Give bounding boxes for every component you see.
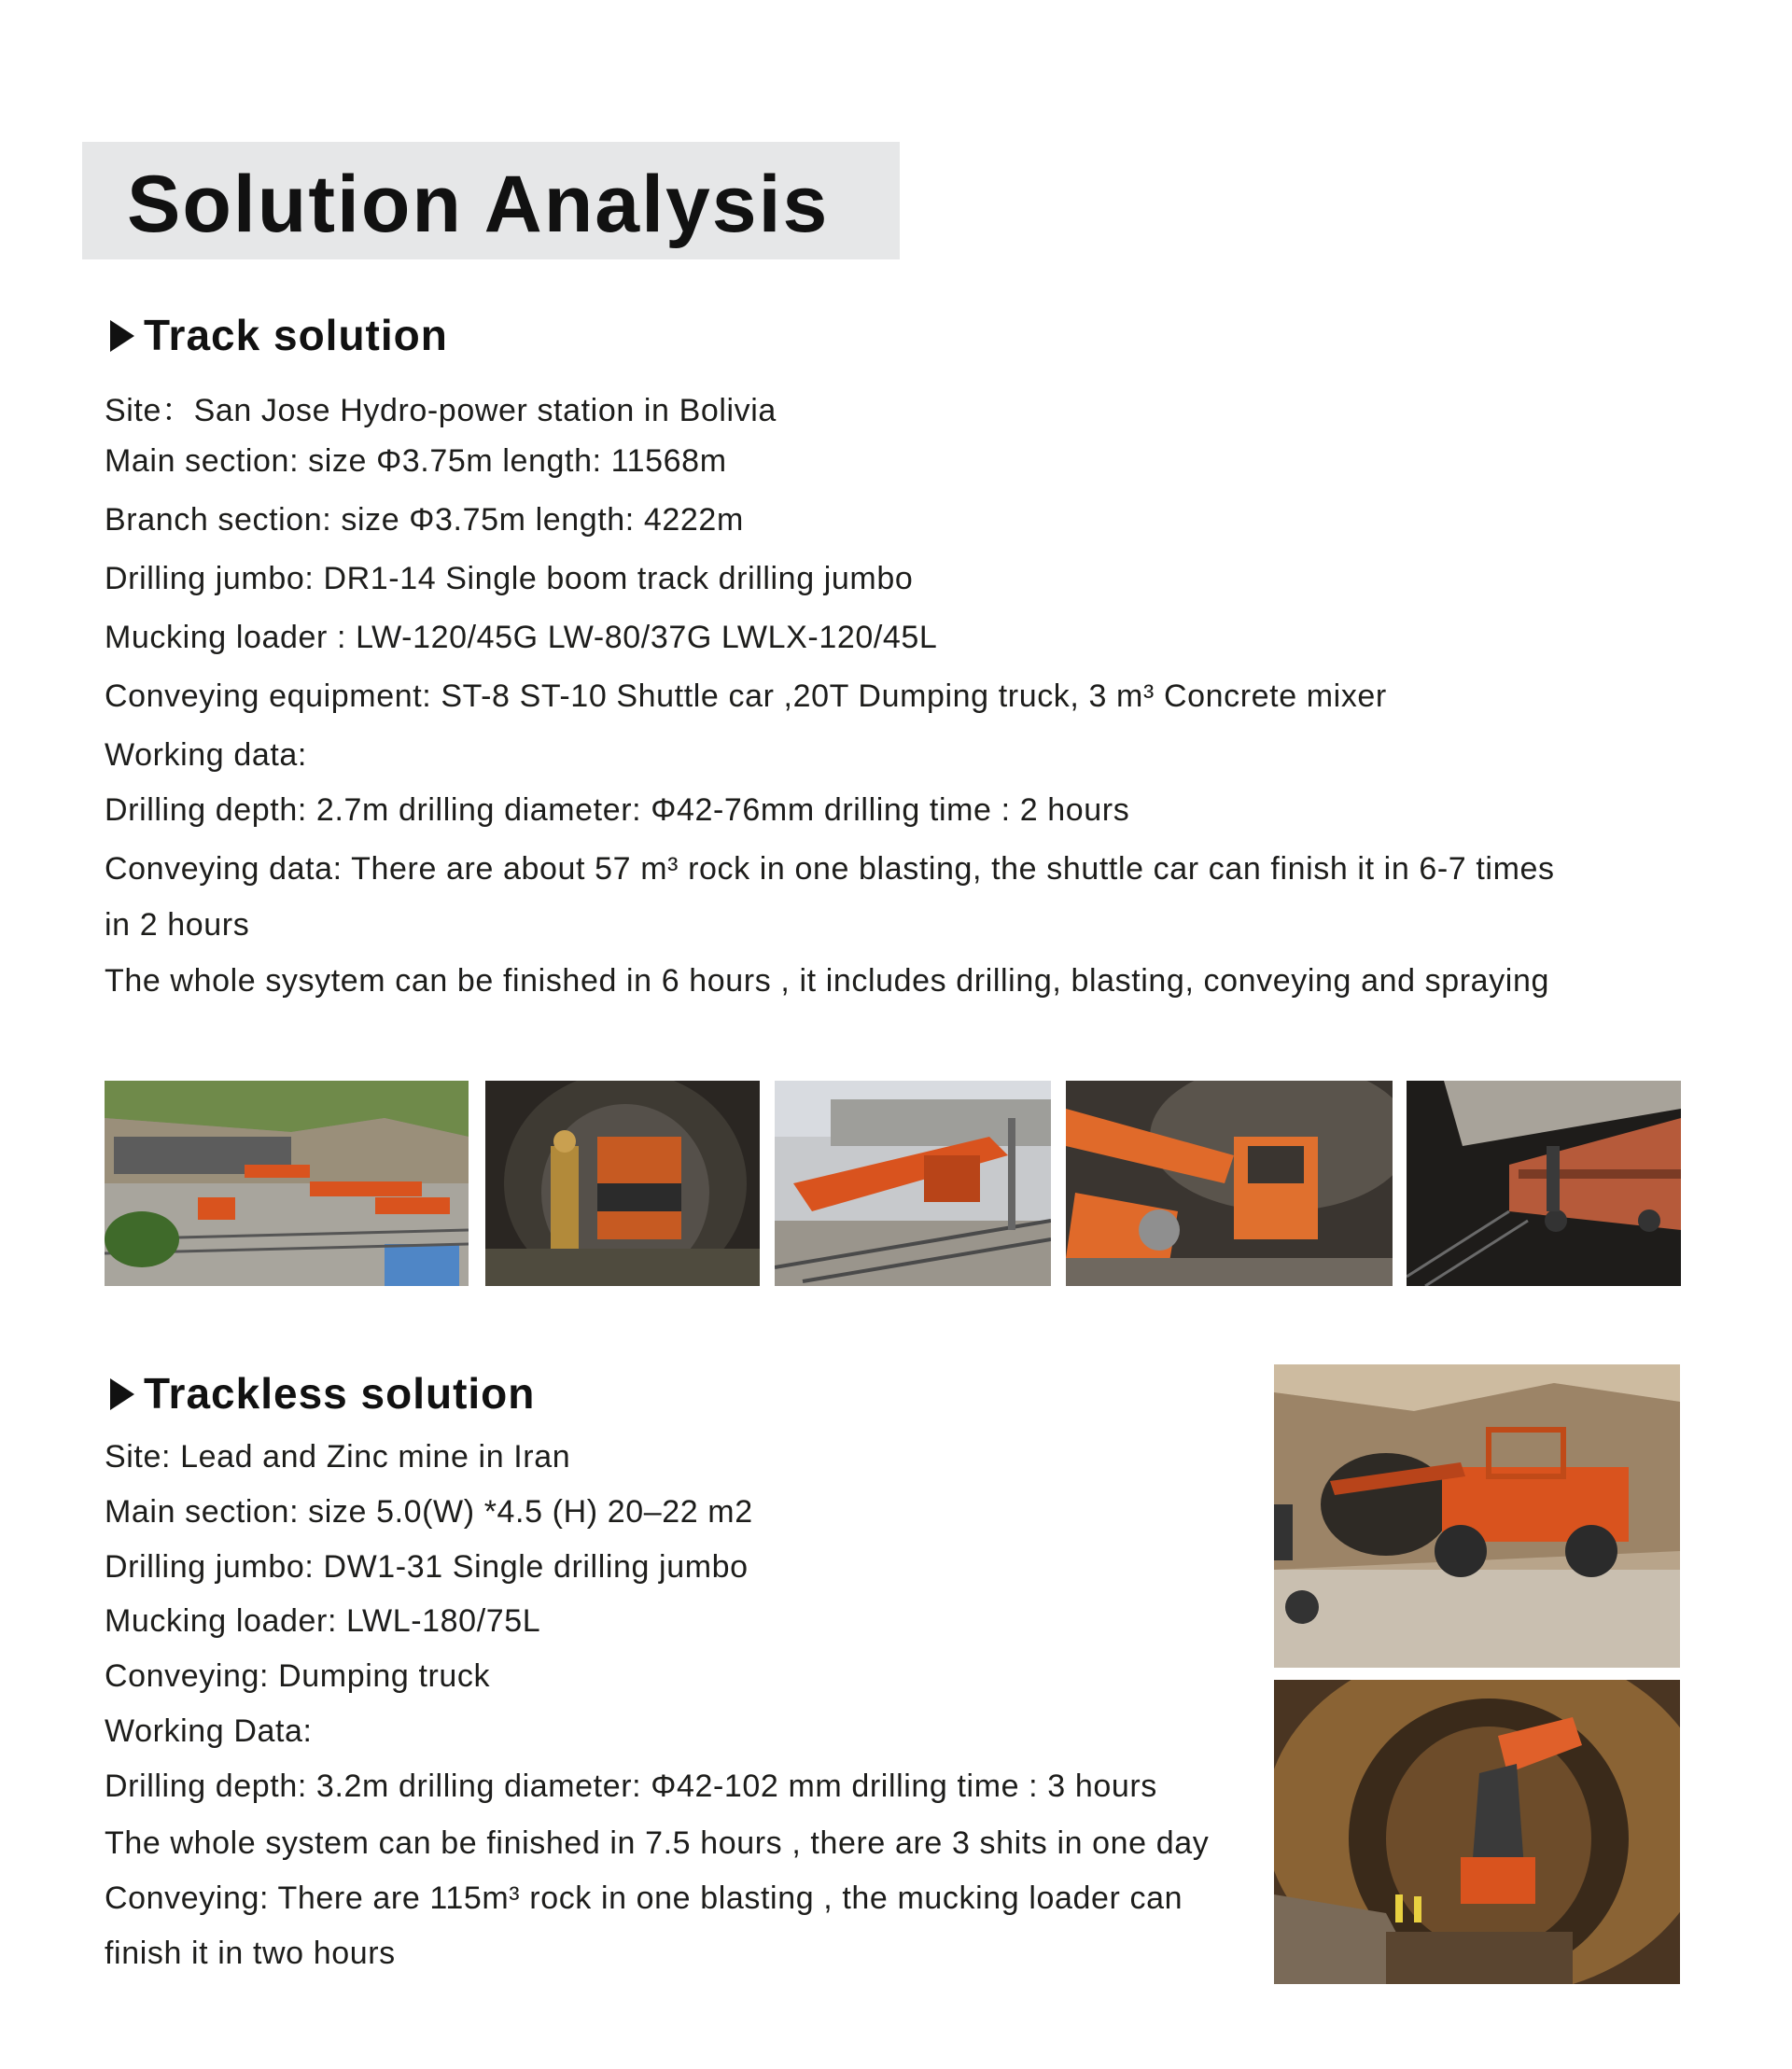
- triangle-bullet-icon: [110, 320, 134, 352]
- photo-tunnel-worker: [485, 1081, 760, 1286]
- trackless-conveying-data-line: Conveying: There are 115m³ rock in one blasting , the mucking loader can: [105, 1880, 1183, 1916]
- track-solution-heading: [110, 310, 448, 360]
- photo-drilling-boom: [1066, 1081, 1393, 1286]
- photo-trackless-jumbo-mine: [1274, 1364, 1680, 1668]
- track-drilling-depth-line: Drilling depth: 2.7m drilling diameter: Φ42-76mm drilling time : 2 hours: [105, 792, 1130, 828]
- track-drilling-jumbo-line: Drilling jumbo: DR1-14 Single boom track drilling jumbo: [105, 561, 914, 596]
- track-conveying-data-line-cont: in 2 hours: [105, 907, 250, 943]
- trackless-main-section-line: Main section: size 5.0(W) *4.5 (H) 20–22 m2: [105, 1494, 753, 1530]
- track-conveying-data-line: Conveying data: There are about 57 m³ rock in one blasting, the shuttle car can finish it in 6-7 times: [105, 851, 1555, 887]
- trackless-conveying-data-line-cont: finish it in two hours: [105, 1936, 396, 1971]
- photo-tunnel-loader: [1274, 1680, 1680, 1984]
- trackless-drilling-depth-line: Drilling depth: 3.2m drilling diameter: Φ42-102 mm drilling time : 3 hours: [105, 1768, 1157, 1804]
- track-whole-system-line: The whole sysytem can be finished in 6 hours , it includes drilling, blasting, conveying and spraying: [105, 963, 1549, 999]
- triangle-bullet-icon: [110, 1378, 134, 1410]
- trackless-whole-system-line: The whole system can be finished in 7.5 hours , there are 3 shits in one day: [105, 1825, 1210, 1861]
- track-conveying-equipment-line: Conveying equipment: ST-8 ST-10 Shuttle car ,20T Dumping truck, 3 m³ Concrete mixer: [105, 678, 1387, 714]
- trackless-drilling-jumbo-line: Drilling jumbo: DW1-31 Single drilling jumbo: [105, 1549, 749, 1585]
- trackless-site-line: Site: Lead and Zinc mine in Iran: [105, 1439, 571, 1475]
- track-main-section-line: Main section: size Φ3.75m length: 11568m: [105, 443, 727, 479]
- title-band: [82, 142, 900, 259]
- trackless-conveying-line: Conveying: Dumping truck: [105, 1658, 491, 1694]
- trackless-solution-heading-text: Trackless solution: [144, 1369, 536, 1418]
- page-title: Solution Analysis: [127, 160, 830, 249]
- photo-station-yard: [105, 1081, 469, 1286]
- trackless-working-data-label: Working Data:: [105, 1713, 313, 1749]
- photo-track-jumbo-outdoor: [775, 1081, 1051, 1286]
- trackless-mucking-loader-line: Mucking loader: LWL-180/75L: [105, 1603, 541, 1639]
- track-site-line: Site：San Jose Hydro-power station in Bolivia: [105, 393, 777, 428]
- photo-tunnel-shuttle-car: [1407, 1081, 1681, 1286]
- trackless-solution-heading: [110, 1368, 535, 1419]
- track-branch-section-line: Branch section: size Φ3.75m length: 4222m: [105, 502, 744, 538]
- track-solution-heading-text: Track solution: [144, 311, 448, 359]
- track-mucking-loader-line: Mucking loader : LW-120/45G LW-80/37G LWLX-120/45L: [105, 620, 938, 655]
- track-working-data-label: Working data:: [105, 737, 307, 773]
